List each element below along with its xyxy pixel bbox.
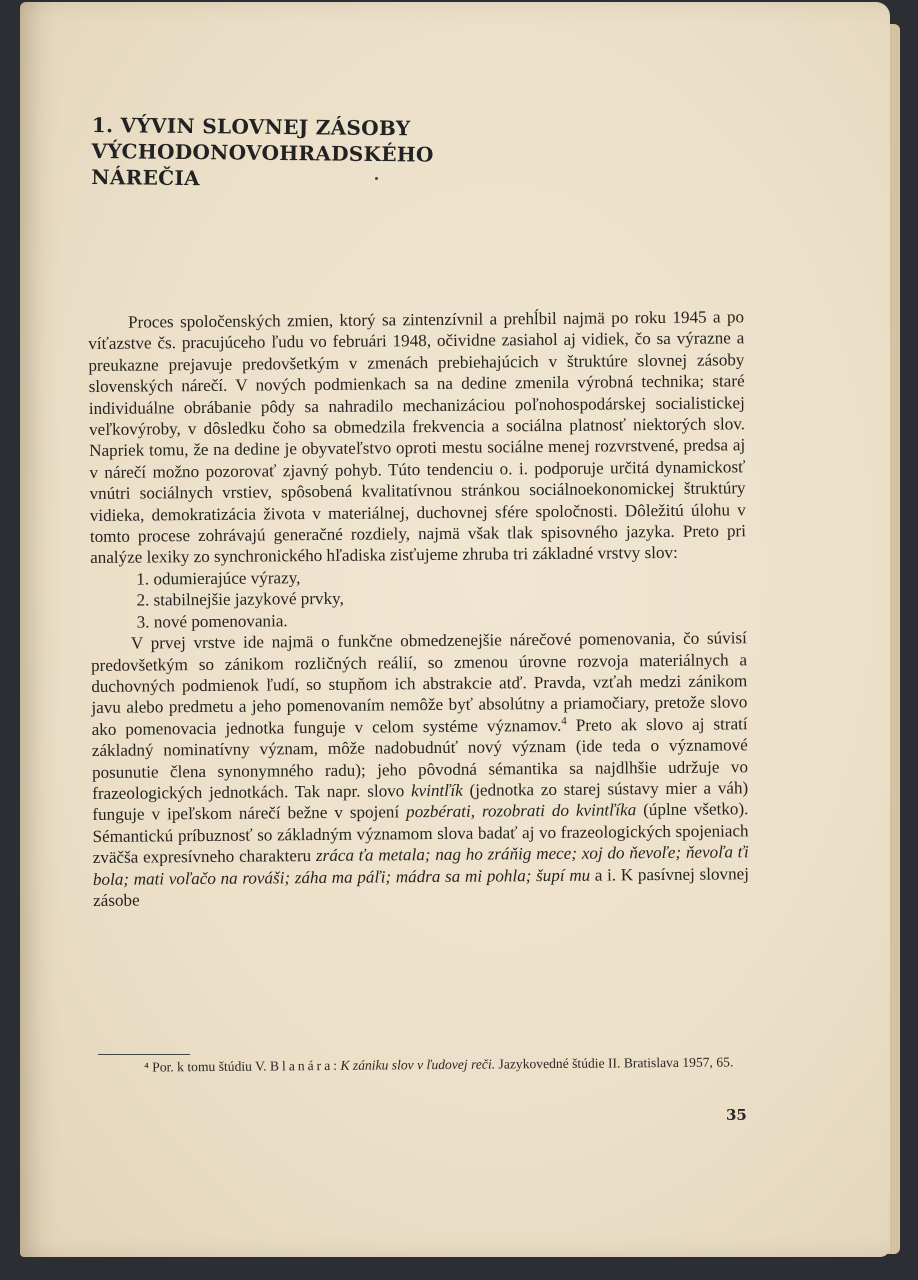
print-speck xyxy=(375,177,378,180)
paragraph-2 xyxy=(91,627,749,911)
footnote-reference: 4 xyxy=(561,714,567,727)
italic-phrases: zráca ťa metala; nag ho zráňig mece; xoj do ňevoľe; ňevoľa ťi bola; mati voľačo na rováši; záha ma páľi; mádra sa mi pohla; šupí mu xyxy=(92,842,749,889)
chapter-heading-line-2: NÁREČIA xyxy=(91,164,201,191)
list-item: 3. nové pomenovania. xyxy=(136,610,288,632)
chapter-heading xyxy=(91,112,752,197)
footnote-divider xyxy=(98,1054,190,1055)
italic-term: kvintľík xyxy=(410,780,463,801)
italic-phrase: pozbérati, rozobrati do kvintľíka xyxy=(406,800,637,822)
vocabulary-layers-list xyxy=(90,563,747,633)
paragraph-2-text-b: Preto ak slovo aj stratí základný nominatívny význam, môže nadobudnúť nový význam (ide teda o významové posunutie člena synonymného radu); jeho pôvodná sémantika sa najdlhšie udržuje vo frazeologických jednotkách. Tak napr. slovo xyxy=(91,713,749,803)
footnote-colon: : xyxy=(333,1057,341,1073)
paragraph-1: Proces spoločenských zmien, ktorý sa zintenzívnil a prehĺbil najmä po roku 1945 a po víťazstve čs. pracujúceho ľudu vo februári 1948, očividne zasiahol aj vidiek, čo sa výrazne a preukazne prejavuje predovšetkým v zmenách prebiehajúcich v štruktúre slovnej zásoby slovenských nárečí. V nových podmienkach sa na dedine zmenila výrobná technika; staré individuálne obrábanie pôdy sa nahradilo mechanizáciou poľnohospodárskej socialistickej veľkovýroby, v dôsledku čoho sa obmedzila frekvencia a sociálna platnosť niektorých slov. Napriek tomu, že na dedine je obyvateľstvo oproti mestu sociálne menej rozvrstvené, predsa aj v nárečí možno pozorovať zjavný pohyb. Túto tendenciu o. i. podporuje určitá dynamickosť vnútri sociálnych vrstiev, spôsobená kvalitatívnou stránkou sociálnoekonomickej štruktúry vidieka, demokratizácia života v materiálnej, duchovnej sfére spoločnosti. Dôležitú úlohu v tomto procese zohrávajú generačné rozdiely, najmä však tlak spisovného jazyka. Preto pri analýze lexiky zo synchronického hľadiska zisťujeme zhruba tri základné vrstvy slov: xyxy=(88,307,747,568)
paragraph-2-text-a: V prvej vrstve ide najmä o funkčne obmedzenejšie nárečové pomenovania, čo súvisí predovšetkým so zánikom rozličných reálií, so zmenou úrovne rozvoja materiálnych a duchovných podmienok ľudí, so stupňom ich abstrakcie atď. Pravda, vzťah medzi zánikom javu alebo predmetu a jeho pomenovaním nemôže byť absolútny a priamočiary, pretože slovo ako pomenovacia jednotka funguje v celom systéme významov. xyxy=(90,628,748,739)
footnote-title: K zániku slov v ľudovej reči. xyxy=(340,1056,496,1073)
page-number: 35 xyxy=(726,1106,747,1124)
paragraph-2-text-d: (úplne všetko). Sémantickú príbuznosť so základným významom slova badať aj vo frazeologických spojeniach zväčša expresívneho charakteru xyxy=(92,799,749,868)
footnote-rest: Jazykovedné štúdie II. Bratislava 1957, 65. xyxy=(495,1054,734,1072)
list-item: 1. odumierajúce výrazy, xyxy=(136,568,301,589)
chapter-heading-line-1: 1. VÝVIN SLOVNEJ ZÁSOBY VÝCHODONOVOHRADSKÉHO xyxy=(91,112,434,167)
body-text xyxy=(88,306,749,911)
paragraph-2-text-e: a i. K pasívnej slovnej zásobe xyxy=(93,863,749,910)
list-item: 2. stabilnejšie jazykové prvky, xyxy=(136,589,344,610)
footnote-prefix: ⁴ Por. k tomu štúdiu V. xyxy=(144,1058,271,1075)
paragraph-2-text-c: (jednotka zo starej sústavy mier a váh) funguje v ipeľskom nárečí bežne v spojení xyxy=(92,778,749,825)
footnote-author: Blanára xyxy=(269,1057,334,1074)
